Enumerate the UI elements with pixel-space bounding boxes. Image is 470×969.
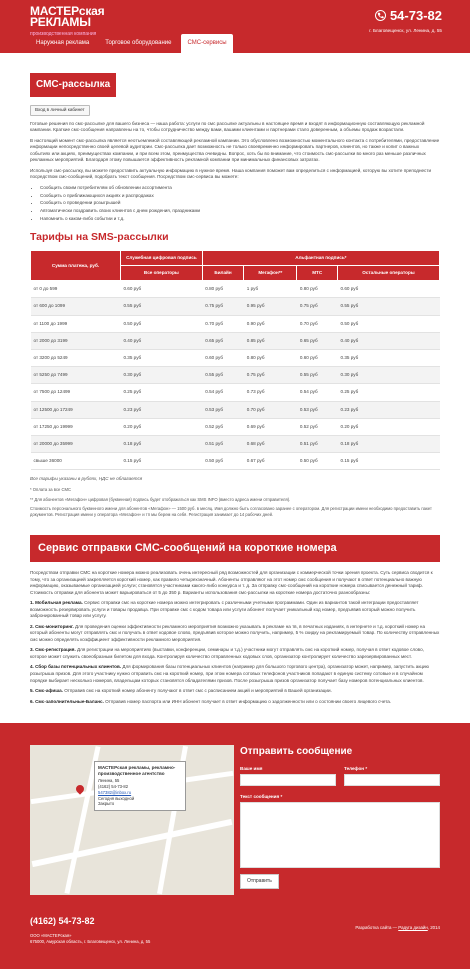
logo-title (30, 6, 150, 28)
map-card-closed: Закрыто (98, 801, 115, 807)
table-cell: 0.80 руб (202, 281, 244, 298)
site-footer (0, 723, 470, 969)
table-cell: от 17250 до 19999 (31, 418, 121, 435)
footer-bottom (30, 915, 440, 945)
tariffs-title: Тарифы на SMS-рассылки (30, 230, 169, 243)
table-cell: 0.18 руб (120, 435, 202, 452)
service-title: Сервис отправки СМС-сообщений на короткие номера (30, 535, 440, 562)
table-cell: 0.65 руб (297, 332, 338, 349)
table-cell: 0.60 руб (202, 350, 244, 367)
table-cell: от 1100 до 1999 (31, 315, 121, 332)
cabinet-button[interactable]: Вход в личный кабинет (30, 105, 90, 116)
service-item-head: 2. Смс-мониторинг. (30, 623, 74, 629)
list-item: • Автоматически поздравить своих клиентов с днем рождения, праздниками (40, 208, 440, 214)
table-cell: 0.51 руб (202, 435, 244, 452)
header-address: г. Благовещенск, ул. Ленина, д. 55 (369, 27, 442, 33)
table-row (31, 384, 440, 401)
map-road (32, 819, 233, 867)
tariff-table-body (31, 281, 440, 470)
header-phone-number: 54-73-82 (389, 8, 442, 23)
main-nav (30, 34, 233, 53)
service-item (30, 664, 440, 684)
table-row (31, 332, 440, 349)
service-item-text: Для проведения оценки эффективности рекламного мероприятия возможно указывать в рекламе на тв, в печатных изданиях, в интернете и т.д. короткий номер на который абоненты могут отправлять смс и получать в ответ кодовое слово, предъявив которое можно получить, например, 5 % скидку на рекламируемый товар. По количеству отправленных смс можно определять коэффициент эффективности рекламного мероприятия. (30, 623, 440, 642)
sms-title: СМС-рассылка (30, 73, 116, 97)
table-cell: 0.23 руб (338, 401, 440, 418)
table-cell: 0.55 руб (202, 367, 244, 384)
main-content (0, 53, 470, 723)
table-cell: 0.40 руб (120, 332, 202, 349)
col-other-operators: Остальные операторы (338, 266, 440, 281)
location-map[interactable] (30, 745, 234, 895)
list-item: • Сообщить о проведении розыгрышей (40, 200, 440, 206)
table-cell: 0.60 руб (297, 350, 338, 367)
table-cell: 0.35 руб (120, 350, 202, 367)
table-cell: 0.80 руб (297, 281, 338, 298)
contact-form (240, 745, 440, 889)
table-cell: 0.70 руб (244, 401, 297, 418)
table-row (31, 453, 440, 470)
name-input[interactable] (240, 774, 336, 786)
table-row (31, 350, 440, 367)
note-2: ** Для абонентов «Мегафон» цифровая (буквенная) подпись будет отображаться как SMS INFO (вместо адреса имени отправителя). (30, 496, 291, 502)
service-item-head: 4. Сбор базы потенциальных клиентов. (30, 664, 122, 670)
service-item-head: 6. Смс-заполнительные-Баланс. (30, 698, 104, 704)
service-intro: Посредством отправки СМС на короткие номера можно реализовать очень интересный ряд возможностей для организации с коммерческой точки зрения проекта. Суть сервиса сводится к тому, что за организацией закрепляется короткий номер, как правило четырехзначный. Абоненты отправляют на этот номер смс сообщения и получают в ответ потенциально важную информацию, оказываемые организацией услуги; становятся участниками какого-либо конкурса и т. д. За отправку смс-сообщений на короткие номера списывается денежный тариф. Стоимость отправки для абонента может варьироваться от 5 до 350 р. Варианты использования смс-рассылки на короткие номера достаточно разнообразны: (30, 570, 433, 595)
table-cell: 0.95 руб (244, 298, 297, 315)
tariff-notes (30, 476, 440, 518)
table-cell: 0.73 руб (244, 384, 297, 401)
map-card-hours: Сегодня выходной (98, 795, 135, 801)
table-row (31, 281, 440, 298)
table-cell: 0.15 руб (120, 453, 202, 470)
table-cell: 0.20 руб (120, 418, 202, 435)
service-item-head: 5. Смс-афиша. (30, 688, 63, 694)
table-cell: 0.90 руб (244, 315, 297, 332)
table-cell: 0.55 руб (297, 367, 338, 384)
logo-title-line1: МАСТЕРская (30, 4, 105, 18)
col-all-operators: Все операторы (120, 266, 202, 281)
table-row (31, 315, 440, 332)
table-cell: 0.30 руб (120, 367, 202, 384)
col-mts: МТС (297, 266, 338, 281)
table-cell: 0.50 руб (202, 453, 244, 470)
sms-para-1: Готовые решения по смс-рассылке для вашего бизнеса — наша работа: услуги по смс рассылке актуальны в настоящее время и входят в информационную составляющую рекламной кампании. Краткие смс-сообщения направлены на то, чтобы сотрудничество между вами, вашими клиентами и партнерами стало доверенным, а объемы продаж возрастали. (30, 120, 425, 133)
table-cell: 0.52 руб (297, 418, 338, 435)
table-cell: 0.55 руб (338, 298, 440, 315)
tab-outdoor-ads[interactable]: Наружная реклама (36, 39, 90, 46)
table-cell: 0.20 руб (338, 418, 440, 435)
phone-label: Телефон * (344, 765, 368, 771)
table-cell: 0.53 руб (297, 401, 338, 418)
col-alpha: Альфантная подпись* (202, 250, 439, 265)
table-cell: 0.40 руб (338, 332, 440, 349)
table-cell: 0.35 руб (338, 350, 440, 367)
service-item (30, 688, 440, 695)
footer-dev-link[interactable]: Радуга дизайн (398, 925, 428, 931)
table-cell: от 5250 до 7499 (31, 367, 121, 384)
logo-title-line2: РЕКЛАМЫ (30, 15, 91, 29)
logo-subtitle: производственная компания (30, 31, 97, 37)
map-card-phone: (4162) 54-73-82 (98, 783, 129, 789)
sms-para-3: Используя смс-рассылку, вы можете предоставить актуальную информацию в нужное время. Наша компания поможет вам определиться с информацией, которую вы хотите преподнести посредством смс-сообщений, подобрать текст сообщения. Посредством смс-сервиса вы можете: (30, 167, 432, 180)
service-item-text: Для регистрации на мероприятиях (выставки, конференции, семинары и т.д.) участники могут отправлять смс на короткий номер, получая в ответ кодовое слово, которое может служить своеобразным билетом для входа. Контролируя количество отправленных кодовых слов, организатор контролирует количество зарезервированных мест. (30, 647, 424, 659)
list-item: • Сообщить своим потребителям об обновлении ассортимента (40, 185, 440, 191)
footer-org (30, 933, 440, 945)
service-section (30, 521, 440, 723)
service-item-head: 1. Мобильная реклама. (30, 600, 83, 606)
table-cell: 0.85 руб (244, 332, 297, 349)
message-label: Текст сообщения * (240, 793, 283, 799)
table-cell: 0.80 руб (244, 350, 297, 367)
table-cell: 0.68 руб (244, 435, 297, 452)
table-cell: 0.50 руб (120, 315, 202, 332)
tariff-table (30, 250, 440, 470)
service-item-text: Сервис отправки смс на короткие номера можно интегрировать с различными учетными программами. Один из вариантов такой интеграции предоставляет возможность резервировать услуги и товары продавца. При отправке смс с кодом товара или услуги абонент получает уникальный код номер, предъявив который можно получить забронированный товар или услугу. (30, 600, 419, 619)
table-cell: 0.15 руб (338, 453, 440, 470)
table-cell: 0.30 руб (338, 367, 440, 384)
table-cell: 0.54 руб (297, 384, 338, 401)
sms-section (30, 53, 440, 518)
phone-icon (375, 10, 386, 21)
table-cell: от 3200 до 5249 (31, 350, 121, 367)
note-prices: Все тарифы указаны в рублях, НДС не облагается (30, 476, 143, 482)
table-cell: 0.18 руб (338, 435, 440, 452)
table-cell: свыше 36000 (31, 453, 121, 470)
table-cell: от 20000 до 35999 (31, 435, 121, 452)
list-item: • Напомнить о каком-либо событии и т.д. (40, 216, 440, 222)
service-item (30, 647, 440, 660)
table-cell: от 600 до 1099 (31, 298, 121, 315)
table-cell: 0.69 руб (244, 418, 297, 435)
list-item: • Сообщить о приближающихся акциях и распродажах (40, 193, 440, 199)
table-cell: 0.67 руб (244, 453, 297, 470)
header-phone[interactable] (369, 7, 442, 25)
sms-para-2: В настоящий момент смс-рассылка является неотъемлемой составляющей рекламной кампании. Это обусловлено возможностью моментального контакта с потребителями, предоставление информации непосредственно своей целевой аудитории. Смс-рассылка дает возможность не только своевременно информировать партнеров, клиентов, но также и копит о важных событиях или акциях, преимуществах компании, и при всем этом, преимущества очевидны. Вопрос, хоть бы во внимание, что стоимость смс-рассылки во много раз меньше различных рекламных мероприятий. Благодаря этому повышается эффективность рекламной компании при минимальных финансовых затратах. (30, 137, 440, 163)
tab-sms-services[interactable]: СМС-сервисы (181, 34, 232, 53)
table-row (31, 418, 440, 435)
footer-dev-year: , 2014 (427, 925, 440, 931)
table-cell: 0.75 руб (297, 298, 338, 315)
table-cell: 0.25 руб (120, 384, 202, 401)
map-info-card (94, 761, 186, 811)
table-cell: от 12500 до 17249 (31, 401, 121, 418)
table-cell: 0.70 руб (202, 315, 244, 332)
table-cell: 0.53 руб (202, 401, 244, 418)
service-item (30, 699, 440, 706)
map-card-name: МАСТЕРская рекламы, рекламно-производственное агентство (98, 765, 176, 777)
footer-dev-prefix: Разработка сайта — (355, 925, 398, 931)
table-row (31, 298, 440, 315)
footer-org-name: ООО «МАСТЕРская» (30, 933, 72, 939)
site-header (0, 0, 470, 53)
service-item (30, 600, 440, 620)
table-cell: от 7500 до 12499 (31, 384, 121, 401)
table-cell: 0.75 руб (244, 367, 297, 384)
tab-trade-equipment[interactable]: Торговое оборудование (105, 39, 172, 46)
table-cell: от 0 до 599 (31, 281, 121, 298)
col-beeline: Билайн (202, 266, 244, 281)
map-card-email[interactable]: 547382@inbox.ru (98, 789, 132, 795)
table-cell: 0.54 руб (202, 384, 244, 401)
table-cell: 0.51 руб (297, 435, 338, 452)
col-sum: Сумма платежа, руб. (31, 250, 121, 280)
send-button[interactable]: Отправить (240, 874, 279, 889)
table-cell: 1 руб (244, 281, 297, 298)
phone-input[interactable] (344, 774, 440, 786)
service-item (30, 624, 440, 644)
note-1: * Оплата за все СМС (30, 487, 72, 493)
service-item-text: Для формирования базы потенциальных клиентов (например для большого торгового центра), организатор может, например, запустить акцию розыгрыша призов. Для этого участнику нужно отправить смс на короткий номер, при этом номера сотовых телефонов участников попадают в единую систему сотовые и в случайном порядке выбирает несколько номеров, владельцам которых становятся обладателями призов. После розыгрыша призов организатор получает базу номеров потенциальных клиентов. (30, 664, 430, 683)
table-cell: от 2000 до 3199 (31, 332, 121, 349)
table-row (31, 401, 440, 418)
col-digital: Служебная цифровая подпись (120, 250, 202, 265)
table-cell: 0.50 руб (297, 453, 338, 470)
table-cell: 0.25 руб (338, 384, 440, 401)
table-cell: 0.75 руб (202, 298, 244, 315)
map-card-address: Ленина, 55 (98, 777, 120, 783)
table-cell: 0.65 руб (202, 332, 244, 349)
header-contacts (369, 7, 442, 34)
table-row (31, 435, 440, 452)
table-cell: 0.60 руб (338, 281, 440, 298)
table-cell: 0.52 руб (202, 418, 244, 435)
service-item-head: 3. Смс-регистрация. (30, 647, 76, 653)
table-cell: 0.23 руб (120, 401, 202, 418)
table-cell: 0.70 руб (297, 315, 338, 332)
table-row (31, 367, 440, 384)
message-textarea[interactable] (240, 802, 440, 868)
note-3: Стоимость персонального буквенного имени для абонентов «Мегафон» — 1500 руб. в месяц. Имя должно быть согласовано заранее с оператором. Для регистрации имени необходимо предоставить пакет документов. Регистрация имени у оператора «Мегафон» и тп мы берем на себя. Регистрация занимает до 14 рабочих дней. (30, 505, 432, 518)
col-megafon: Мегафон** (244, 266, 297, 281)
table-cell: 0.60 руб (120, 281, 202, 298)
service-item-text: Отправив номер паспорта или ИНН абонент получает в ответ информацию о задолженности или о состоянии своего лицевого счета. (105, 698, 392, 704)
footer-org-address: 675000, Амурская область, г. Благовещенск, ул. Ленина, д. 55 (30, 939, 151, 945)
footer-phone[interactable]: (4162) 54-73-82 (30, 916, 95, 927)
table-cell: 0.50 руб (338, 315, 440, 332)
name-label: Ваше имя (240, 765, 263, 771)
sms-bullet-list (40, 185, 440, 222)
table-cell: 0.55 руб (120, 298, 202, 315)
service-item-text: Отправив смс на короткий номер абоненту получают в ответ смс с расписанием акций и мероприятий в Вашей организации. (64, 688, 332, 694)
footer-developer (355, 925, 440, 931)
form-title: Отправить сообщение (240, 746, 353, 758)
